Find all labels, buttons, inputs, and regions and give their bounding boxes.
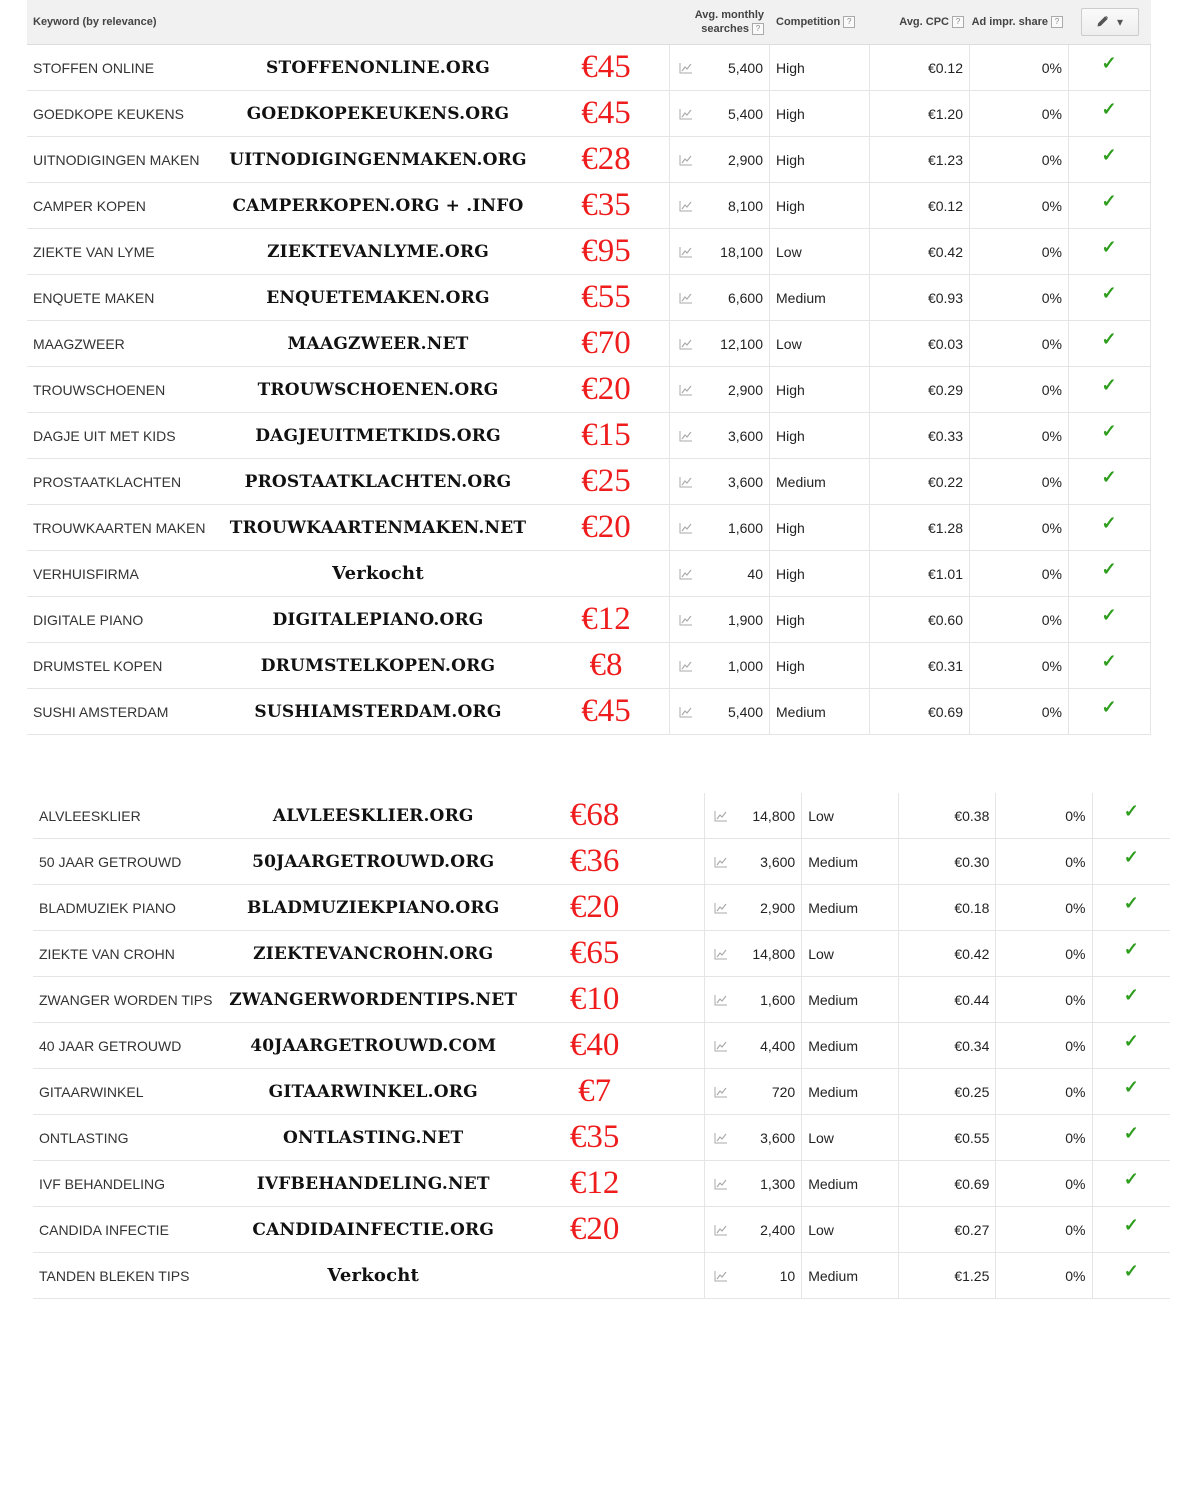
share-cell: 0% [996, 1207, 1092, 1252]
cpc-cell: €0.34 [899, 1023, 996, 1068]
checkmark-icon: ✓ [1101, 237, 1117, 257]
table-row [27, 275, 1151, 321]
domain-label: TROUWKAARTENMAKEN.NET [229, 517, 527, 538]
checkmark-icon: ✓ [1101, 145, 1117, 165]
help-icon[interactable]: ? [752, 23, 764, 35]
domain-label: SUSHIAMSTERDAM.ORG [254, 701, 502, 722]
checkmark-icon: ✓ [1101, 651, 1117, 671]
competition-cell: High [770, 367, 870, 412]
competition-cell: High [770, 91, 870, 136]
trend-chart-icon[interactable] [704, 793, 736, 838]
checkmark-icon: ✓ [1123, 1123, 1139, 1143]
header-keyword[interactable] [27, 16, 670, 28]
cpc-cell: €0.03 [870, 321, 970, 366]
table-row [27, 229, 1151, 275]
price-label: €25 [543, 459, 670, 504]
trend-chart-icon[interactable] [670, 614, 702, 626]
cpc-cell: €1.28 [870, 505, 970, 550]
checkmark-icon: ✓ [1123, 1215, 1139, 1235]
checkmark-icon: ✓ [1101, 467, 1117, 487]
competition-cell: Low [802, 931, 899, 976]
domain-label: ZIEKTEVANCROHN.ORG [253, 943, 494, 964]
header-cpc-label: Avg. CPC [899, 15, 949, 28]
price-label: €35 [543, 183, 670, 228]
share-cell: 0% [996, 885, 1092, 930]
trend-chart-icon[interactable] [704, 1069, 736, 1114]
searches-cell: 3,600 [702, 413, 770, 458]
table-row [27, 45, 1151, 91]
domain-label: GITAARWINKEL.ORG [268, 1081, 478, 1102]
cpc-cell: €0.18 [899, 885, 996, 930]
trend-chart-icon[interactable] [670, 430, 702, 442]
searches-cell: 2,900 [736, 885, 802, 930]
trend-chart-icon[interactable] [704, 1207, 736, 1252]
header-competition[interactable] [770, 16, 870, 28]
help-icon[interactable]: ? [952, 16, 964, 28]
header-share[interactable] [970, 15, 1069, 29]
table-body-top [27, 45, 1151, 735]
table-row [33, 1069, 1170, 1115]
domain-label: IVFBEHANDELING.NET [256, 1173, 490, 1194]
price-label: €20 [569, 1211, 620, 1247]
searches-cell: 1,600 [736, 977, 802, 1022]
trend-chart-icon[interactable] [704, 1023, 736, 1068]
domain-label: ZIEKTEVANLYME.ORG [267, 241, 489, 262]
checkmark-icon: ✓ [1101, 99, 1117, 119]
share-cell: 0% [996, 1023, 1092, 1068]
table-row [33, 977, 1170, 1023]
trend-chart-icon[interactable] [670, 706, 702, 718]
keyword-cell[interactable]: CAMPER KOPEN [33, 197, 146, 214]
searches-cell: 5,400 [702, 91, 770, 136]
cpc-cell: €0.60 [870, 597, 970, 642]
checkmark-icon: ✓ [1101, 375, 1117, 395]
domain-label: 40JAARGETROUWD.COM [250, 1035, 497, 1056]
price-label: €68 [569, 797, 620, 833]
competition-cell: High [770, 643, 870, 688]
price-label: €35 [569, 1119, 620, 1155]
checkmark-icon: ✓ [1101, 513, 1117, 533]
checkmark-icon: ✓ [1123, 893, 1139, 913]
searches-cell: 40 [702, 551, 770, 596]
keyword-cell[interactable]: PROSTAATKLACHTEN [33, 473, 182, 490]
share-cell: 0% [970, 45, 1069, 90]
trend-chart-icon[interactable] [670, 154, 702, 166]
share-cell: 0% [996, 1161, 1092, 1206]
competition-cell: Medium [802, 839, 899, 884]
share-cell: 0% [996, 931, 1092, 976]
trend-chart-icon[interactable] [704, 977, 736, 1022]
keyword-cell[interactable]: BLADMUZIEK PIANO [39, 899, 176, 916]
price-label: €28 [543, 137, 670, 182]
domain-label: ONTLASTING.NET [283, 1127, 464, 1148]
trend-chart-icon[interactable] [670, 660, 702, 672]
searches-cell: 1,900 [702, 597, 770, 642]
share-cell: 0% [996, 1253, 1092, 1298]
header-cpc[interactable] [870, 16, 970, 28]
competition-cell: High [770, 413, 870, 458]
keyword-cell[interactable]: STOFFEN ONLINE [33, 59, 155, 76]
domain-label: ZWANGERWORDENTIPS.NET [229, 989, 518, 1010]
price-label [543, 551, 670, 596]
searches-cell: 12,100 [702, 321, 770, 366]
trend-chart-icon[interactable] [670, 246, 702, 258]
keyword-cell[interactable]: TROUWSCHOENEN [33, 381, 166, 398]
cpc-cell: €0.12 [870, 183, 970, 228]
competition-cell: High [770, 551, 870, 596]
price-label: €12 [543, 597, 670, 642]
table-row [33, 793, 1170, 839]
price-label: €40 [569, 1027, 620, 1063]
searches-cell: 8,100 [702, 183, 770, 228]
share-cell: 0% [970, 321, 1069, 366]
competition-cell: Medium [770, 459, 870, 504]
checkmark-icon: ✓ [1101, 283, 1117, 303]
domain-label: DIGITALEPIANO.ORG [272, 609, 484, 630]
header-keyword-label: Keyword (by relevance) [33, 16, 157, 28]
share-cell: 0% [996, 793, 1092, 838]
price-label: €65 [569, 935, 620, 971]
cpc-cell: €1.20 [870, 91, 970, 136]
keyword-cell[interactable]: IVF BEHANDELING [39, 1175, 166, 1192]
domain-label: DAGJEUITMETKIDS.ORG [255, 425, 501, 446]
share-cell: 0% [970, 551, 1069, 596]
table-row [33, 1023, 1170, 1069]
domain-label: ENQUETEMAKEN.ORG [266, 287, 490, 308]
domain-label: PROSTAATKLACHTEN.ORG [244, 471, 512, 492]
share-cell: 0% [970, 183, 1069, 228]
cpc-cell: €0.22 [870, 459, 970, 504]
header-competition-label: Competition [776, 15, 841, 28]
checkmark-icon: ✓ [1101, 53, 1117, 73]
checkmark-icon: ✓ [1101, 329, 1117, 349]
cpc-cell: €0.69 [870, 689, 970, 734]
help-icon[interactable]: ? [1051, 16, 1063, 28]
competition-cell: Low [770, 321, 870, 366]
keyword-cell[interactable]: VERHUISFIRMA [33, 565, 139, 582]
domain-label: 50JAARGETROUWD.ORG [252, 851, 495, 872]
table-row [27, 137, 1151, 183]
trend-chart-icon[interactable] [670, 108, 702, 120]
competition-cell: Medium [770, 689, 870, 734]
competition-cell: Low [802, 1207, 899, 1252]
checkmark-icon: ✓ [1101, 191, 1117, 211]
table-row [27, 689, 1151, 735]
domain-label: UITNODIGINGENMAKEN.ORG [229, 149, 527, 170]
searches-cell: 14,800 [736, 931, 802, 976]
searches-cell: 1,300 [736, 1161, 802, 1206]
competition-cell: Low [770, 229, 870, 274]
share-cell: 0% [970, 367, 1069, 412]
cpc-cell: €0.30 [899, 839, 996, 884]
domain-label: TROUWSCHOENEN.ORG [257, 379, 499, 400]
searches-cell: 720 [736, 1069, 802, 1114]
cpc-cell: €0.12 [870, 45, 970, 90]
table-row [33, 1115, 1170, 1161]
trend-chart-icon[interactable] [670, 292, 702, 304]
searches-cell: 2,900 [702, 137, 770, 182]
checkmark-icon: ✓ [1123, 847, 1139, 867]
keyword-cell[interactable]: DIGITALE PIANO [33, 611, 144, 628]
competition-cell: Medium [802, 1253, 899, 1298]
share-cell: 0% [970, 505, 1069, 550]
cpc-cell: €0.27 [899, 1207, 996, 1252]
searches-cell: 3,600 [702, 459, 770, 504]
searches-cell: 2,400 [736, 1207, 802, 1252]
keyword-cell[interactable]: TROUWKAARTEN MAKEN [33, 519, 206, 536]
searches-cell: 14,800 [736, 793, 802, 838]
keyword-cell[interactable]: ZIEKTE VAN LYME [33, 243, 155, 260]
table-body-bottom [33, 793, 1170, 1299]
domain-label: DRUMSTELKOPEN.ORG [260, 655, 496, 676]
keyword-cell[interactable]: DAGJE UIT MET KIDS [33, 427, 176, 444]
table-row [27, 367, 1151, 413]
keyword-cell[interactable]: MAAGZWEER [33, 335, 125, 352]
table-row [33, 931, 1170, 977]
competition-cell: Medium [802, 1023, 899, 1068]
checkmark-icon: ✓ [1101, 421, 1117, 441]
keyword-cell[interactable]: 40 JAAR GETROUWD [39, 1037, 182, 1054]
searches-cell: 4,400 [736, 1023, 802, 1068]
checkmark-icon: ✓ [1123, 1077, 1139, 1097]
keyword-cell[interactable]: DRUMSTEL KOPEN [33, 657, 163, 674]
cpc-cell: €0.44 [899, 977, 996, 1022]
price-label: €10 [569, 981, 620, 1017]
keyword-cell[interactable]: TANDEN BLEKEN TIPS [39, 1267, 190, 1284]
domain-label: GOEDKOPEKEUKENS.ORG [246, 103, 510, 124]
trend-chart-icon[interactable] [704, 931, 736, 976]
domain-label: STOFFENONLINE.ORG [266, 57, 490, 78]
competition-cell: Low [802, 793, 899, 838]
searches-cell: 2,900 [702, 367, 770, 412]
searches-cell: 18,100 [702, 229, 770, 274]
competition-cell: High [770, 45, 870, 90]
cpc-cell: €0.33 [870, 413, 970, 458]
table-row [27, 551, 1151, 597]
trend-chart-icon[interactable] [704, 885, 736, 930]
checkmark-icon: ✓ [1101, 559, 1117, 579]
competition-cell: Medium [802, 885, 899, 930]
keyword-cell[interactable]: GITAARWINKEL [39, 1083, 144, 1100]
competition-cell: High [770, 137, 870, 182]
competition-cell: Medium [802, 1161, 899, 1206]
keyword-cell[interactable]: ONTLASTING [39, 1129, 129, 1146]
cpc-cell: €0.31 [870, 643, 970, 688]
trend-chart-icon[interactable] [704, 1253, 736, 1298]
checkmark-icon: ✓ [1123, 939, 1139, 959]
cpc-cell: €0.42 [899, 931, 996, 976]
trend-chart-icon[interactable] [670, 200, 702, 212]
checkmark-icon: ✓ [1123, 985, 1139, 1005]
trend-chart-icon[interactable] [704, 839, 736, 884]
header-share-label: Ad impr. share [971, 16, 1048, 28]
price-label: €95 [543, 229, 670, 274]
competition-cell: High [770, 597, 870, 642]
share-cell: 0% [970, 643, 1069, 688]
table-row [33, 839, 1170, 885]
keyword-cell[interactable]: CANDIDA INFECTIE [39, 1221, 169, 1238]
domain-label: CAMPERKOPEN.ORG + .INFO [232, 195, 524, 216]
trend-chart-icon[interactable] [670, 522, 702, 534]
price-label: €45 [543, 689, 670, 734]
searches-cell: 10 [736, 1253, 802, 1298]
trend-chart-icon[interactable] [670, 338, 702, 350]
header-searches[interactable] [670, 8, 770, 36]
keyword-cell[interactable]: GOEDKOPE KEUKENS [33, 105, 184, 122]
price-label: €20 [569, 889, 620, 925]
searches-cell: 1,000 [702, 643, 770, 688]
share-cell: 0% [970, 137, 1069, 182]
trend-chart-icon[interactable] [704, 1115, 736, 1160]
share-cell: 0% [970, 689, 1069, 734]
header-searches-label: Avg. monthly searches [694, 9, 764, 35]
price-label: €70 [543, 321, 670, 366]
competition-cell: Medium [802, 977, 899, 1022]
share-cell: 0% [970, 275, 1069, 320]
table-row [27, 321, 1151, 367]
keyword-cell[interactable]: ZIEKTE VAN CROHN [39, 945, 175, 962]
table-row [33, 1207, 1170, 1253]
help-icon[interactable]: ? [843, 16, 855, 28]
price-label: €36 [569, 843, 620, 879]
table-row [33, 1253, 1170, 1299]
cpc-cell: €1.25 [899, 1253, 996, 1298]
keyword-cell[interactable]: ZWANGER WORDEN TIPS [39, 991, 213, 1008]
searches-cell: 3,600 [736, 839, 802, 884]
trend-chart-icon[interactable] [704, 1161, 736, 1206]
trend-chart-icon[interactable] [670, 476, 702, 488]
keyword-cell[interactable]: 50 JAAR GETROUWD [39, 853, 182, 870]
cpc-cell: €1.23 [870, 137, 970, 182]
domain-label: BLADMUZIEKPIANO.ORG [246, 897, 500, 918]
price-label: €20 [543, 505, 670, 550]
cpc-cell: €1.01 [870, 551, 970, 596]
checkmark-icon: ✓ [1123, 1261, 1139, 1281]
pencil-icon [1097, 15, 1109, 30]
cpc-cell: €0.42 [870, 229, 970, 274]
domain-label: CANDIDAINFECTIE.ORG [252, 1219, 495, 1240]
competition-cell: High [770, 505, 870, 550]
cpc-cell: €0.38 [899, 793, 996, 838]
checkmark-icon: ✓ [1123, 801, 1139, 821]
share-cell: 0% [996, 1069, 1092, 1114]
keyword-cell[interactable]: ENQUETE MAKEN [33, 289, 155, 306]
keyword-table-top [27, 0, 1151, 735]
checkmark-icon: ✓ [1101, 697, 1117, 717]
domain-label: Verkocht [332, 563, 424, 584]
share-cell: 0% [970, 413, 1069, 458]
price-label: €55 [543, 275, 670, 320]
keyword-cell[interactable]: UITNODIGINGEN MAKEN [33, 151, 200, 168]
price-label: €8 [543, 643, 670, 688]
share-cell: 0% [970, 229, 1069, 274]
checkmark-icon: ✓ [1101, 605, 1117, 625]
keyword-cell[interactable]: ALVLEESKLIER [39, 807, 141, 824]
share-cell: 0% [996, 839, 1092, 884]
cpc-cell: €0.69 [899, 1161, 996, 1206]
share-cell: 0% [996, 977, 1092, 1022]
domain-label: ALVLEESKLIER.ORG [272, 805, 474, 826]
share-cell: 0% [996, 1115, 1092, 1160]
competition-cell: Medium [802, 1069, 899, 1114]
price-label: €7 [578, 1073, 612, 1109]
price-label [533, 1253, 656, 1298]
table-row [27, 413, 1151, 459]
table-row [27, 597, 1151, 643]
price-label: €45 [543, 45, 670, 90]
searches-cell: 3,600 [736, 1115, 802, 1160]
trend-chart-icon[interactable] [670, 62, 702, 74]
searches-cell: 1,600 [702, 505, 770, 550]
trend-chart-icon[interactable] [670, 568, 702, 580]
table-row [27, 643, 1151, 689]
table-row [33, 885, 1170, 931]
keyword-table-bottom [33, 793, 1170, 1299]
searches-cell: 6,600 [702, 275, 770, 320]
share-cell: 0% [970, 459, 1069, 504]
price-label: €20 [543, 367, 670, 412]
trend-chart-icon[interactable] [670, 384, 702, 396]
domain-label: Verkocht [327, 1265, 420, 1286]
share-cell: 0% [970, 91, 1069, 136]
table-row [33, 1161, 1170, 1207]
checkmark-icon: ✓ [1123, 1031, 1139, 1051]
chevron-down-icon: ▾ [1116, 15, 1124, 29]
cpc-cell: €0.55 [899, 1115, 996, 1160]
price-label: €12 [569, 1165, 620, 1201]
edit-columns-button[interactable] [1081, 8, 1139, 36]
table-row [27, 459, 1151, 505]
searches-cell: 5,400 [702, 45, 770, 90]
table-header [27, 0, 1151, 45]
checkmark-icon: ✓ [1123, 1169, 1139, 1189]
cpc-cell: €0.29 [870, 367, 970, 412]
edit-columns-control [1069, 8, 1151, 36]
keyword-cell[interactable]: SUSHI AMSTERDAM [33, 703, 169, 720]
table-row [27, 183, 1151, 229]
competition-cell: High [770, 183, 870, 228]
table-row [27, 505, 1151, 551]
price-label: €15 [543, 413, 670, 458]
competition-cell: Medium [770, 275, 870, 320]
cpc-cell: €0.25 [899, 1069, 996, 1114]
price-label: €45 [543, 91, 670, 136]
table-row [27, 91, 1151, 137]
searches-cell: 5,400 [702, 689, 770, 734]
competition-cell: Low [802, 1115, 899, 1160]
domain-label: MAAGZWEER.NET [287, 333, 469, 354]
cpc-cell: €0.93 [870, 275, 970, 320]
share-cell: 0% [970, 597, 1069, 642]
